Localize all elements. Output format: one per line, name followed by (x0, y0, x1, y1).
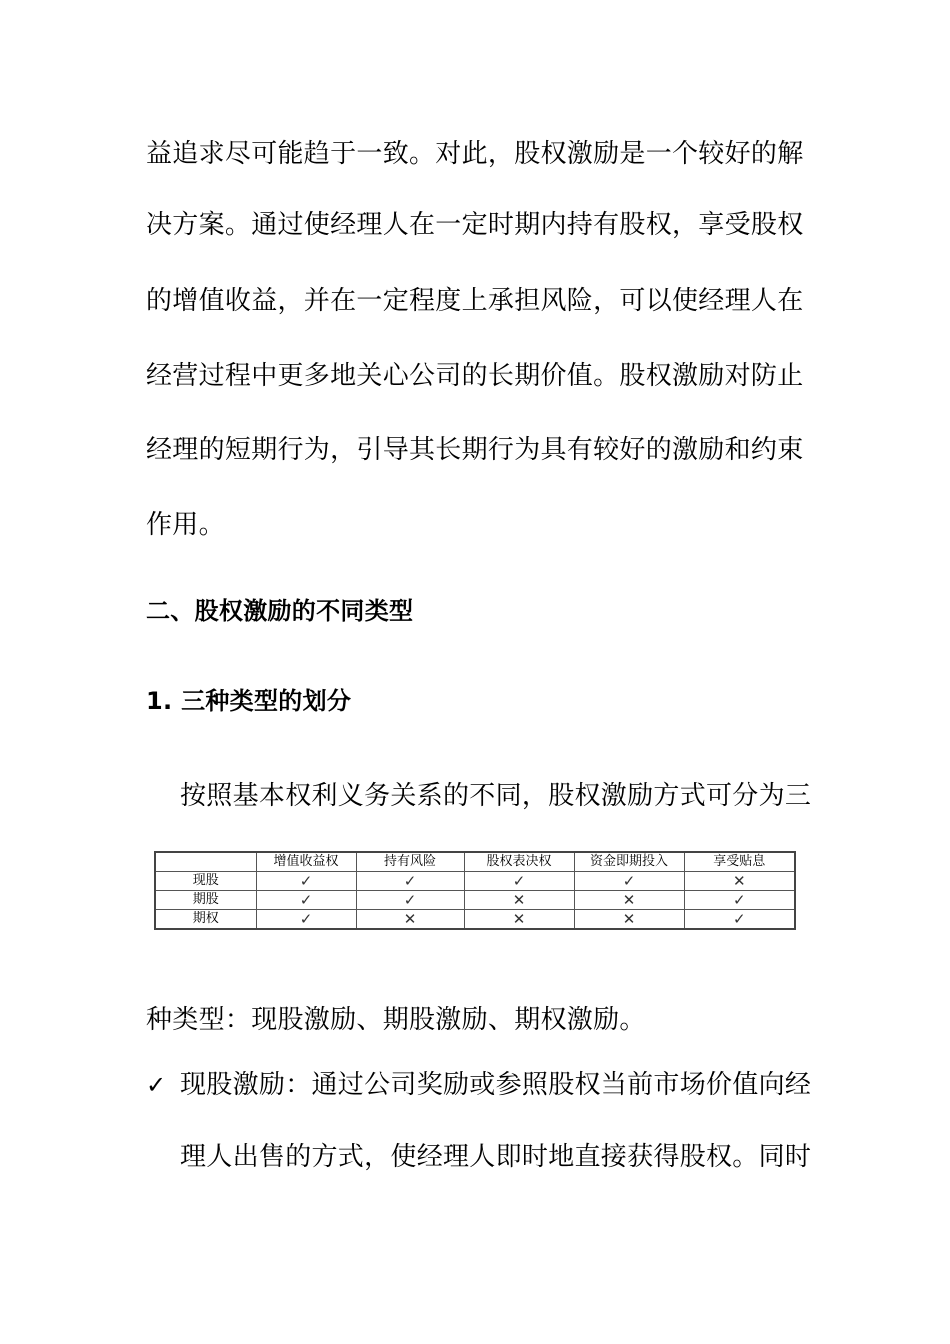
table-cell-mark: ✓ (684, 910, 795, 930)
table-cell-mark: ✓ (356, 891, 464, 910)
row-label: 期股 (155, 891, 256, 910)
bullet-line-1: 现股激励：通过公司奖励或参照股权当前市场价值向经 (180, 1070, 812, 1100)
check-bullet-icon: ✓ (146, 1071, 167, 1099)
table-cell-mark: ✓ (684, 891, 795, 910)
table-row (155, 910, 795, 930)
table-cell-mark: ✕ (356, 910, 464, 930)
table-cell-mark: ✓ (256, 872, 356, 891)
table-cell-mark: ✓ (356, 872, 464, 891)
table-header-cell: 享受贴息 (684, 852, 795, 872)
paragraph-line-3: 的增值收益，并在一定程度上承担风险，可以使经理人在 (146, 286, 804, 316)
section-heading: 二、股权激励的不同类型 (146, 597, 414, 625)
table-header-cell: 增值收益权 (256, 852, 356, 872)
table-header-corner (155, 852, 256, 872)
table-header-row (155, 852, 795, 872)
table-row (155, 891, 795, 910)
table-cell-mark: ✓ (464, 872, 574, 891)
subsection-heading: 1. 三种类型的划分 (146, 687, 352, 715)
paragraph-line-6: 作用。 (146, 510, 225, 540)
table-header-cell: 资金即期投入 (574, 852, 684, 872)
table-cell-mark: ✕ (684, 872, 795, 891)
bullet-line-2: 理人出售的方式，使经理人即时地直接获得股权。同时 (180, 1142, 812, 1172)
intro-line: 按照基本权利义务关系的不同，股权激励方式可分为三 (180, 781, 812, 811)
paragraph-line-2: 决方案。通过使经理人在一定时期内持有股权，享受股权 (146, 210, 804, 240)
table-cell-mark: ✕ (464, 910, 574, 930)
row-label: 现股 (155, 872, 256, 891)
table-cell-mark: ✓ (574, 872, 684, 891)
types-line: 种类型：现股激励、期股激励、期权激励。 (146, 1005, 646, 1035)
table-header-cell: 持有风险 (356, 852, 464, 872)
table-cell-mark: ✕ (574, 910, 684, 930)
table-row (155, 872, 795, 891)
paragraph-line-4: 经营过程中更多地关心公司的长期价值。股权激励对防止 (146, 361, 804, 391)
table-cell-mark: ✕ (464, 891, 574, 910)
paragraph-line-1: 益追求尽可能趋于一致。对此，股权激励是一个较好的解 (146, 139, 804, 169)
paragraph-line-5: 经理的短期行为，引导其长期行为具有较好的激励和约束 (146, 435, 804, 465)
table-header-cell: 股权表决权 (464, 852, 574, 872)
table-cell-mark: ✕ (574, 891, 684, 910)
row-label: 期权 (155, 910, 256, 930)
table-cell-mark: ✓ (256, 891, 356, 910)
table-cell-mark: ✓ (256, 910, 356, 930)
equity-types-table (154, 851, 796, 930)
